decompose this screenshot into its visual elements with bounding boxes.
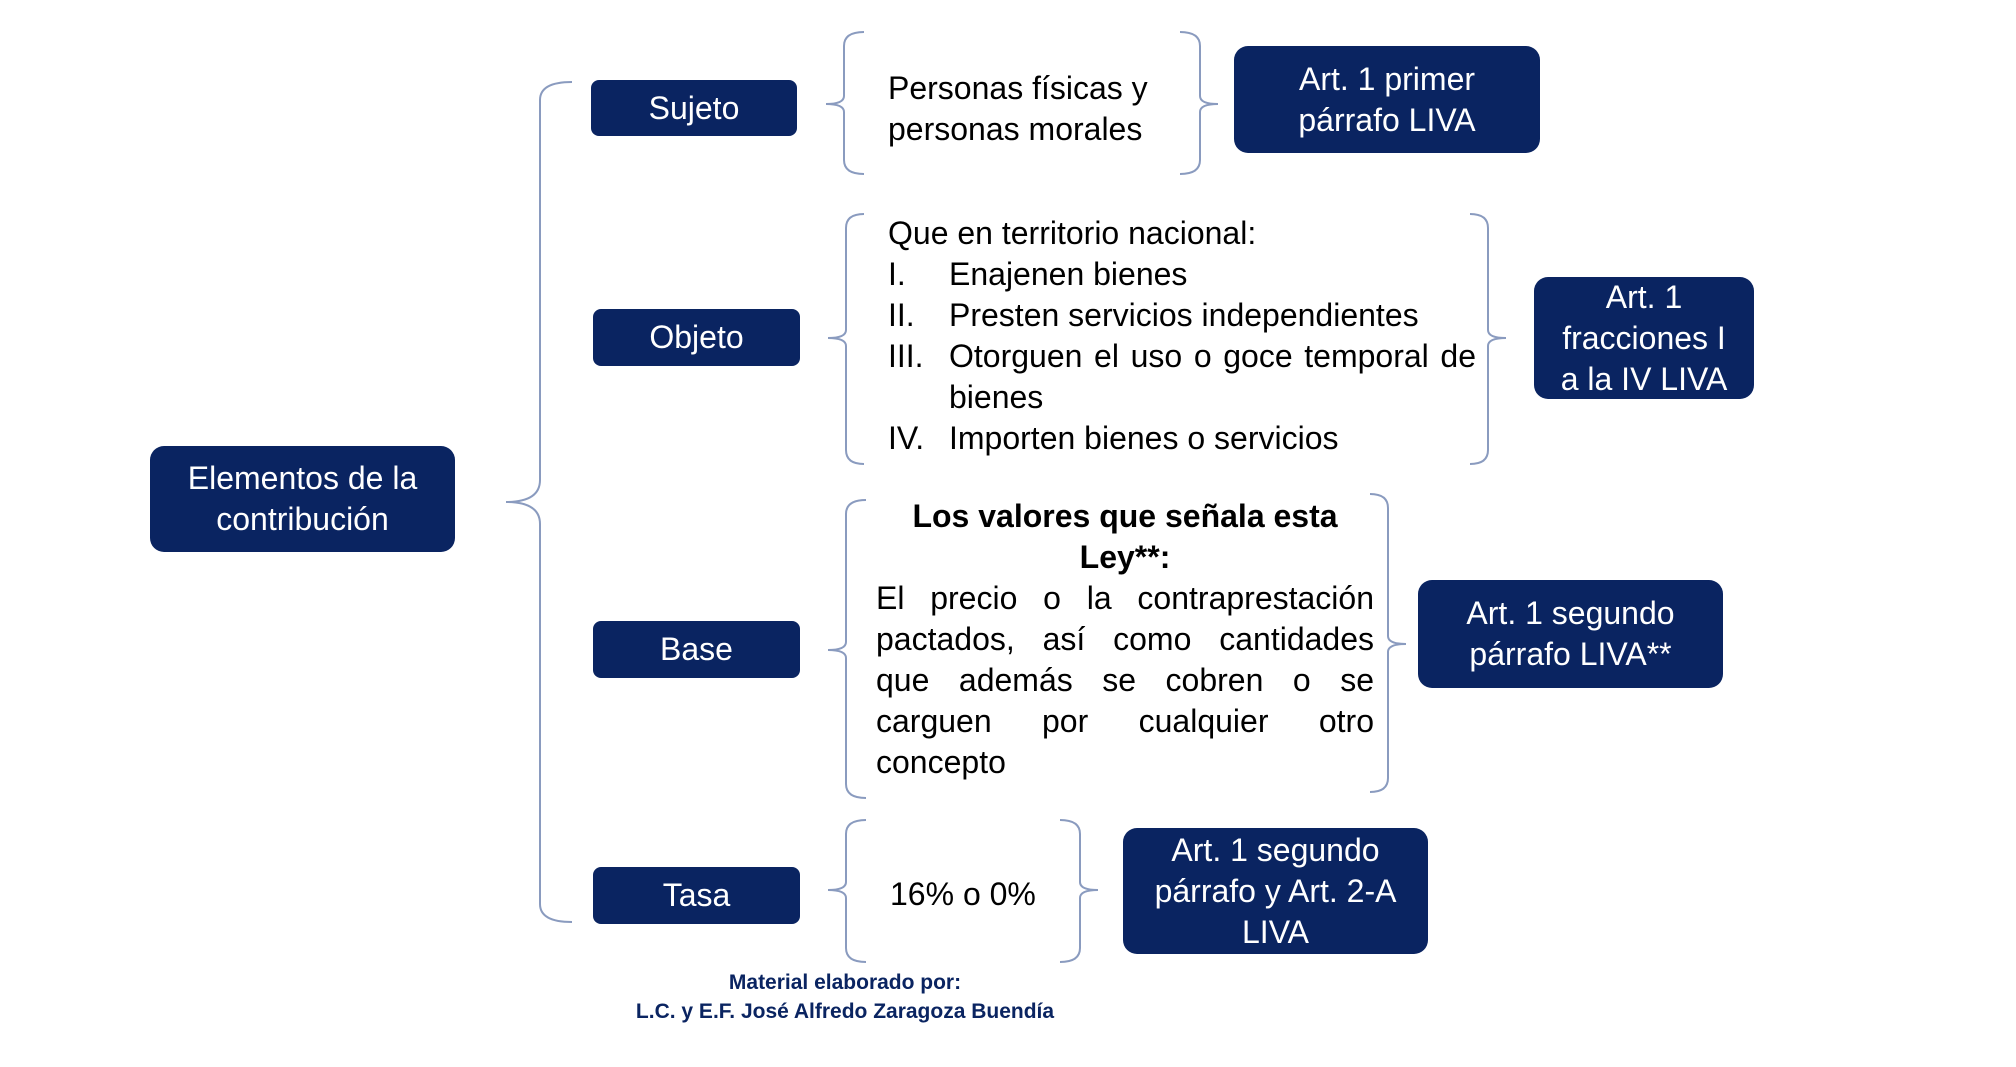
tasa-left-bracket bbox=[828, 820, 866, 962]
tasa-box bbox=[593, 867, 800, 924]
list-item bbox=[888, 295, 1476, 336]
base-reference-box bbox=[1418, 580, 1723, 688]
tasa-reference-box bbox=[1123, 828, 1428, 954]
root-label: Elementos de la contribución bbox=[187, 460, 418, 537]
sujeto-left-bracket bbox=[826, 32, 864, 174]
base-description: El precio o la contraprestación pactados, así como cantidades que además se cobren o se carguen por cualquier otro concepto bbox=[876, 580, 1374, 780]
base-right-bracket bbox=[1370, 494, 1406, 792]
base-title: Los valores que señala esta Ley**: bbox=[912, 498, 1338, 575]
list-item bbox=[888, 418, 1476, 459]
base-left-bracket bbox=[828, 500, 866, 798]
base-box bbox=[593, 621, 800, 678]
main-brace bbox=[506, 82, 572, 922]
list-item-number: IV. bbox=[888, 420, 925, 456]
root-box bbox=[150, 446, 455, 552]
list-item bbox=[888, 336, 1476, 418]
list-item-text: Enajenen bienes bbox=[949, 256, 1188, 292]
sujeto-right-bracket bbox=[1180, 32, 1218, 174]
objeto-description bbox=[888, 213, 1476, 459]
sujeto-reference: Art. 1 primer párrafo LIVA bbox=[1298, 60, 1476, 138]
list-item-text: Presten servicios independientes bbox=[949, 297, 1419, 333]
objeto-intro: Que en territorio nacional: bbox=[888, 215, 1257, 251]
sujeto-label: Sujeto bbox=[648, 89, 740, 126]
base-reference: Art. 1 segundo párrafo LIVA** bbox=[1466, 595, 1675, 672]
tasa-label: Tasa bbox=[662, 877, 731, 913]
list-item bbox=[888, 254, 1476, 295]
list-item-text: Importen bienes o servicios bbox=[949, 420, 1339, 456]
base-label: Base bbox=[660, 631, 733, 667]
sujeto-description: Personas físicas y personas morales bbox=[888, 70, 1148, 147]
objeto-reference-box bbox=[1534, 277, 1754, 399]
objeto-left-bracket bbox=[828, 214, 864, 464]
list-item-text: Otorguen el uso o goce temporal de bienes bbox=[949, 338, 1476, 415]
sujeto-reference-box bbox=[1234, 46, 1540, 153]
objeto-label: Objeto bbox=[649, 319, 744, 355]
base-description-block bbox=[876, 496, 1374, 783]
objeto-reference: Art. 1 fracciones I a la IV LIVA bbox=[1560, 278, 1728, 397]
list-item-number: III. bbox=[888, 338, 924, 374]
sujeto-box bbox=[591, 80, 797, 136]
list-item-number: II. bbox=[888, 297, 915, 333]
list-item-number: I. bbox=[888, 256, 906, 292]
tasa-description: 16% o 0% bbox=[890, 876, 1036, 912]
author-credit-line2: L.C. y E.F. José Alfredo Zaragoza Buendía bbox=[635, 1000, 1055, 1023]
objeto-box bbox=[593, 309, 800, 366]
tasa-reference: Art. 1 segundo párrafo y Art. 2-A LIVA bbox=[1154, 831, 1397, 950]
objeto-list bbox=[888, 254, 1476, 459]
author-credit-line1: Material elaborado por: bbox=[728, 971, 962, 994]
author-credit bbox=[560, 968, 1130, 1026]
